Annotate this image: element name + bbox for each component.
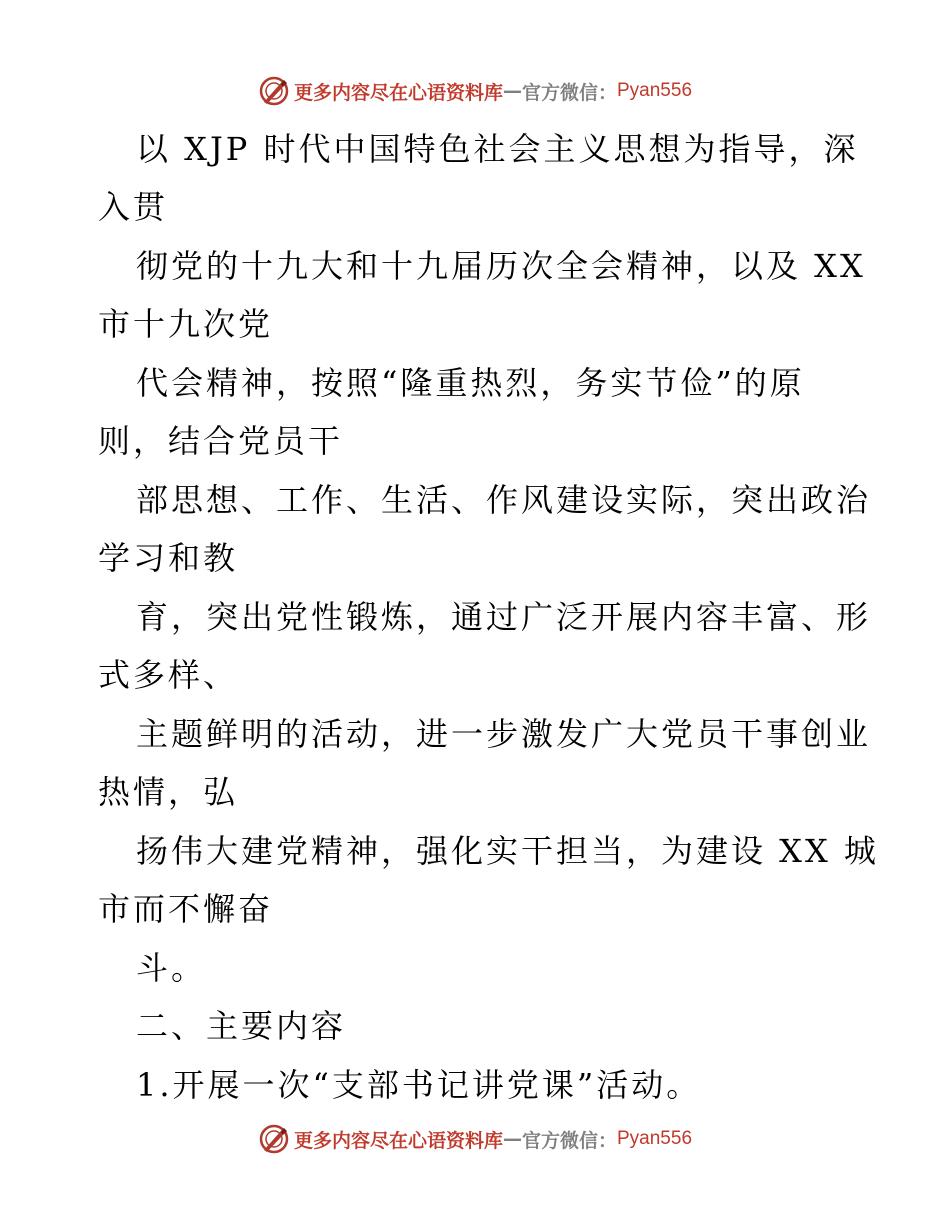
paragraph-line: 以 XJP 时代中国特色社会主义思想为指导，深 [136, 130, 859, 168]
paragraph-line: 热情，弘 [98, 773, 239, 811]
paragraph-line: 市十九次党 [98, 305, 274, 343]
paragraph-line: 学习和教 [98, 539, 239, 577]
banner-wechat-id: Pyan556 [617, 80, 693, 101]
paragraph-line: 市而不懈奋 [98, 890, 274, 928]
banner-official-label: 官方微信： [521, 81, 617, 104]
banner-main-text: 更多内容尽在心语资料库 [293, 1129, 503, 1152]
banner-dash: — [502, 80, 522, 102]
list-item: 1.开展一次“支部书记讲党课”活动。 [136, 1066, 702, 1104]
pen-logo-icon [258, 1123, 290, 1155]
footer-watermark-banner [0, 1119, 950, 1159]
paragraph-line: 扬伟大建党精神，强化实干担当，为建设 XX 城 [136, 832, 879, 870]
paragraph-line: 主题鲜明的活动，进一步激发广大党员干事创业 [136, 715, 872, 753]
header-watermark-banner [0, 71, 950, 111]
banner-main-text: 更多内容尽在心语资料库 [293, 81, 503, 104]
paragraph-line: 式多样、 [98, 656, 239, 694]
paragraph-line: 斗。 [136, 949, 207, 987]
paragraph-line: 彻党的十九大和十九届历次全会精神，以及 XX [136, 247, 866, 285]
banner-dash: — [502, 1128, 522, 1150]
banner-official-label: 官方微信： [521, 1129, 617, 1152]
paragraph-line: 则，结合党员干 [98, 422, 344, 460]
banner-wechat-id: Pyan556 [617, 1128, 693, 1149]
section-heading: 二、主要内容 [136, 1007, 347, 1045]
pen-logo-icon [258, 75, 290, 107]
paragraph-line: 部思想、工作、生活、作风建设实际，突出政治 [136, 481, 872, 519]
paragraph-line: 育，突出党性锻炼，通过广泛开展内容丰富、形 [136, 598, 872, 636]
paragraph-line: 代会精神，按照“隆重热烈，务实节俭”的原 [136, 364, 805, 402]
paragraph-line: 入贯 [98, 188, 169, 226]
